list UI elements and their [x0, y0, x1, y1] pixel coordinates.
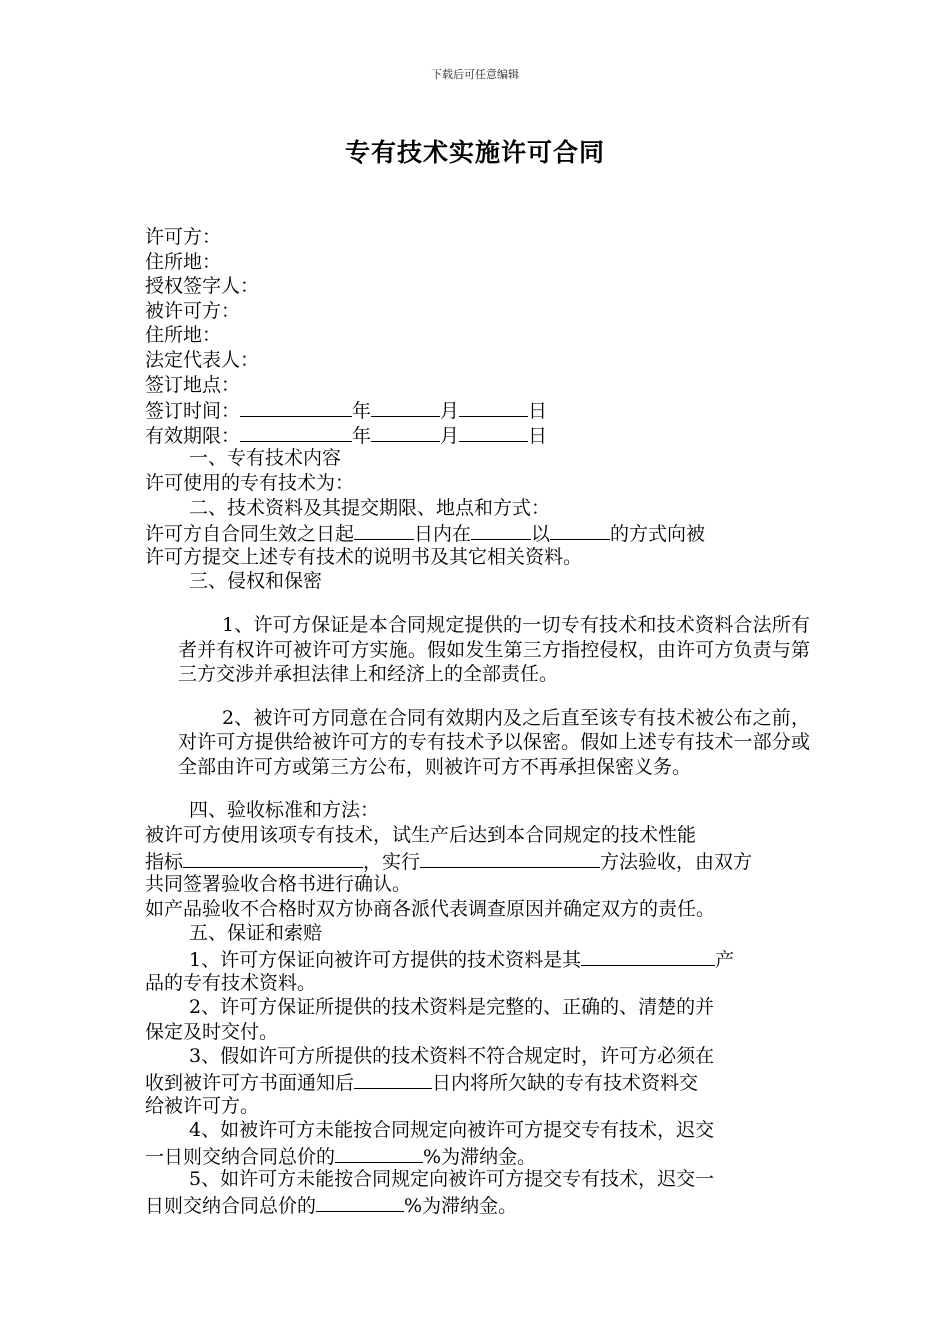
valid-year-blank: [240, 422, 352, 442]
section-5-item-5-line-1: 5、如许可方未能按合同规定向被许可方提交专有技术，迟交一: [189, 1168, 715, 1191]
place-blank: [471, 520, 531, 540]
section-4-text-b: ，实行: [363, 850, 421, 873]
section-3-heading: 三、侵权和保密: [189, 570, 323, 593]
section-2-text-b: 日内在: [414, 523, 472, 546]
section-2-text-d: 的方式向被: [610, 523, 706, 546]
sign-time-field: [145, 397, 810, 422]
header-note: 下载后可任意编辑: [431, 68, 519, 81]
section-5-item-5-line-2: [145, 1192, 810, 1217]
section-5-item-3-line-1: 3、假如许可方所提供的技术资料不符合规定时，许可方必须在: [189, 1045, 715, 1068]
section-5-item-4-line-1: 4、如被许可方未能按合同规定向被许可方提交专有技术，迟交: [189, 1119, 715, 1142]
item-3-text-b: 收到被许可方书面通知后: [145, 1072, 355, 1094]
days-blank: [354, 520, 414, 540]
sign-day-blank: [459, 397, 528, 417]
item-4-text-b: 一日则交纳合同总价的: [145, 1145, 336, 1168]
valid-month-blank: [371, 422, 440, 442]
penalty-rate-blank-1: [335, 1143, 423, 1163]
indicator-blank: [183, 848, 363, 868]
product-blank: [581, 946, 715, 966]
acceptance-method-blank: [420, 848, 600, 868]
section-4-heading: 四、验收标准和方法：: [189, 799, 380, 822]
item-3-text-c: 日内将所欠缺的专有技术资料交: [432, 1072, 699, 1094]
sign-year-blank: [240, 397, 352, 417]
section-5-heading: 五、保证和索赔: [189, 922, 323, 945]
item-1-text-b: 产: [715, 949, 735, 972]
item-1-text-a: 1、许可方保证向被许可方提供的技术资料是其: [189, 949, 582, 972]
section-4-text-a: 指标: [145, 850, 184, 873]
sign-place-field: 签订地点：: [145, 373, 241, 396]
legal-rep-field: 法定代表人：: [145, 348, 260, 371]
section-2-text-c: 以: [531, 523, 551, 546]
item-4-text-c: %为滞纳金。: [423, 1145, 537, 1168]
section-2-line-2: 许可方提交上述专有技术的说明书及其它相关资料。: [145, 545, 583, 568]
section-5-item-3-line-3: 给被许可方。: [145, 1094, 260, 1117]
year-label: 年: [352, 424, 372, 447]
section-4-line-1: 被许可方使用该项专有技术，试生产后达到本合同规定的技术性能: [145, 824, 697, 847]
section-2-text-a: 许可方自合同生效之日起: [145, 523, 355, 546]
section-2-line-1: [145, 520, 810, 545]
authorized-signer-field: 授权签字人：: [145, 275, 260, 298]
licensor-address-field: 住所地：: [145, 250, 222, 273]
section-5-item-1-line-2: 品的专有技术资料。: [145, 971, 317, 994]
valid-period-field: [145, 422, 810, 447]
section-4-text-c: 方法验收，由双方: [600, 850, 753, 873]
document-title: 专有技术实施许可合同: [344, 138, 605, 167]
method-blank: [550, 520, 610, 540]
sign-month-blank: [371, 397, 440, 417]
section-4-line-4: 如产品验收不合格时双方协商各派代表调查原因并确定双方的责任。: [145, 897, 716, 920]
item-5-text-c: %为滞纳金。: [404, 1194, 518, 1217]
licensee-field: 被许可方：: [145, 299, 241, 322]
section-5-item-2-line-2: 保定及时交付。: [145, 1020, 279, 1043]
section-1-heading: 一、专有技术内容: [189, 447, 342, 470]
licensee-address-field: 住所地：: [145, 324, 222, 347]
penalty-rate-blank-2: [316, 1192, 404, 1212]
licensor-field: 许可方：: [145, 226, 222, 248]
section-5-item-2-line-1: 2、许可方保证所提供的技术资料是完整的、正确的、清楚的并: [189, 996, 715, 1019]
month-label: 月: [440, 424, 460, 447]
section-1-text: 许可使用的专有技术为：: [145, 471, 355, 494]
section-5-item-4-line-2: [145, 1143, 810, 1168]
day-label: 日: [528, 424, 548, 447]
section-5-item-1-line-1: [145, 946, 810, 971]
month-label: 月: [440, 400, 460, 423]
section-3-clause-1: 1、许可方保证是本合同规定提供的一切专有技术和技术资料合法所有者并有权许可被许可方实施。假如发生第三方指控侵权，由许可方负责与第三方交涉并承担法律上和经济上的全部责任。: [178, 613, 810, 686]
contract-body: [145, 225, 810, 1217]
section-5-item-3-line-2: [145, 1069, 810, 1094]
section-2-heading: 二、技术资料及其提交期限、地点和方式：: [189, 496, 551, 519]
day-label: 日: [528, 400, 548, 423]
year-label: 年: [352, 400, 372, 423]
notice-days-blank: [354, 1069, 432, 1089]
valid-day-blank: [459, 422, 528, 442]
section-3-clause-2: 2、被许可方同意在合同有效期内及之后直至该专有技术被公布之前，对许可方提供给被许可方的专有技术予以保密。假如上述专有技术一部分或全部由许可方或第三方公布，则被许可方不再承担保密义务。: [178, 706, 810, 778]
item-5-text-b: 日则交纳合同总价的: [145, 1194, 317, 1217]
section-4-line-2: [145, 848, 810, 873]
valid-period-label: 有效期限：: [145, 424, 241, 447]
sign-time-label: 签订时间：: [145, 400, 241, 423]
section-4-line-3: 共同签署验收合格书进行确认。: [145, 873, 412, 896]
